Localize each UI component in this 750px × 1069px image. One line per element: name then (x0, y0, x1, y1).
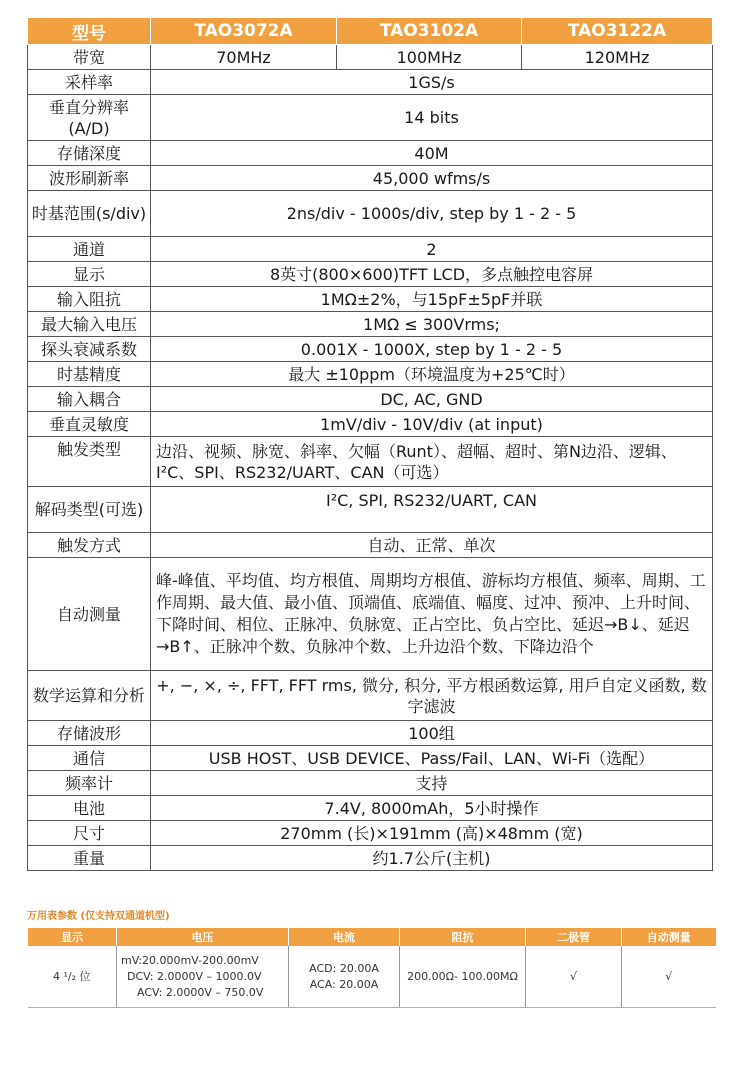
value-trigger-mode: 自动、正常、单次 (151, 533, 713, 558)
value-refresh-rate: 45,000 wfms/s (151, 166, 713, 191)
label-sample-rate: 采样率 (28, 70, 151, 95)
label-max-input-voltage: 最大输入电压 (28, 312, 151, 337)
row-sample-rate (28, 70, 713, 95)
multimeter-header-auto-measure: 自动测量 (622, 928, 716, 946)
multimeter-section-title: 万用表参数 (仅支持双通道机型) (27, 911, 170, 922)
row-frequency-counter (28, 771, 713, 796)
label-stored-waveforms: 存储波形 (28, 721, 151, 746)
value-probe-attenuation: 0.001X - 1000X, step by 1 - 2 - 5 (151, 337, 713, 362)
value-math: +, −, ×, ÷, FFT, FFT rms, 微分, 积分, 平方根函数运算, 用戶自定义函数, 数字滤波 (151, 671, 713, 721)
row-refresh-rate (28, 166, 713, 191)
multimeter-header-current: 电流 (289, 928, 400, 946)
voltage-mv-range: mV:20.000mV-200.00mV (121, 953, 259, 967)
label-input-impedance: 输入阻抗 (28, 287, 151, 312)
label-refresh-rate: 波形刷新率 (28, 166, 151, 191)
row-input-impedance (28, 287, 713, 312)
value-timebase-accuracy: 最大 ±10ppm（环境温度为+25℃时） (151, 362, 713, 387)
multimeter-header-resistance: 阻抗 (400, 928, 526, 946)
label-frequency-counter: 频率计 (28, 771, 151, 796)
value-display: 8英寸(800×600)TFT LCD，多点触控电容屏 (151, 262, 713, 287)
voltage-dcv-range: DCV: 2.0000V – 1000.0V (127, 969, 262, 983)
header-tao3102a: TAO3102A (337, 18, 522, 45)
label-input-coupling: 输入耦合 (28, 387, 151, 412)
label-vertical-resolution: 垂直分辨率(A/D) (28, 95, 151, 141)
row-probe-attenuation (28, 337, 713, 362)
row-bandwidth (28, 45, 713, 70)
value-input-coupling: DC, AC, GND (151, 387, 713, 412)
value-channels: 2 (151, 237, 713, 262)
row-timebase-accuracy (28, 362, 713, 387)
label-communication: 通信 (28, 746, 151, 771)
value-decode-type: I²C, SPI, RS232/UART, CAN (151, 487, 713, 533)
value-input-impedance: 1MΩ±2%，与15pF±5pF并联 (151, 287, 713, 312)
value-bandwidth-3: 120MHz (522, 45, 713, 70)
label-channels: 通道 (28, 237, 151, 262)
multimeter-auto-measure-value: √ (622, 946, 716, 1008)
label-auto-measure: 自动测量 (28, 558, 151, 671)
row-input-coupling (28, 387, 713, 412)
value-weight: 约1.7公斤(主机) (151, 846, 713, 871)
row-vertical-sensitivity (28, 412, 713, 437)
voltage-acv-range: ACV: 2.0000V – 750.0V (137, 985, 264, 999)
label-memory-depth: 存储深度 (28, 141, 151, 166)
multimeter-diode-value: √ (526, 946, 622, 1008)
row-auto-measure (28, 558, 713, 671)
value-vertical-sensitivity: 1mV/div - 10V/div (at input) (151, 412, 713, 437)
row-trigger-mode (28, 533, 713, 558)
value-bandwidth-2: 100MHz (337, 45, 522, 70)
row-battery (28, 796, 713, 821)
label-math: 数学运算和分析 (28, 671, 151, 721)
row-max-input-voltage (28, 312, 713, 337)
row-communication (28, 746, 713, 771)
value-auto-measure: 峰-峰值、平均值、均方根值、周期均方根值、游标均方根值、频率、周期、工作周期、最大值、最小值、顶端值、底端值、幅度、过冲、预冲、上升时间、下降时间、相位、正脉冲、负脉宽、正占空比、负占空比、延迟→B↓、延迟→B↑、正脉冲个数、负脉冲个数、上升边沿个数、下降边沿个 (151, 558, 713, 671)
value-memory-depth: 40M (151, 141, 713, 166)
label-probe-attenuation: 探头衰减系数 (28, 337, 151, 362)
value-timebase-range: 2ns/div - 1000s/div, step by 1 - 2 - 5 (151, 191, 713, 237)
current-acd-range: ACD: 20.00A (309, 961, 379, 975)
value-bandwidth-1: 70MHz (151, 45, 337, 70)
row-stored-waveforms (28, 721, 713, 746)
label-trigger-type: 触发类型 (28, 437, 151, 487)
value-trigger-type: 边沿、视频、脉宽、斜率、欠幅（Runt）、超幅、超时、第N边沿、逻辑、I²C、SPI、RS232/UART、CAN（可选） (151, 437, 713, 487)
multimeter-data-row (28, 946, 716, 1008)
value-size: 270mm (长)×191mm (高)×48mm (宽) (151, 821, 713, 846)
label-bandwidth: 带宽 (28, 45, 151, 70)
row-weight (28, 846, 713, 871)
multimeter-header-row (28, 928, 716, 946)
value-vertical-resolution: 14 bits (151, 95, 713, 141)
header-tao3122a: TAO3122A (522, 18, 713, 45)
row-vertical-resolution (28, 95, 713, 141)
header-row (28, 18, 713, 45)
row-display (28, 262, 713, 287)
value-sample-rate: 1GS/s (151, 70, 713, 95)
header-model: 型号 (28, 18, 151, 45)
multimeter-table (27, 928, 716, 1008)
value-stored-waveforms: 100组 (151, 721, 713, 746)
row-math (28, 671, 713, 721)
multimeter-header-display: 显示 (28, 928, 117, 946)
label-vertical-sensitivity: 垂直灵敏度 (28, 412, 151, 437)
row-channels (28, 237, 713, 262)
label-size: 尺寸 (28, 821, 151, 846)
multimeter-current-value (289, 946, 400, 1008)
label-display: 显示 (28, 262, 151, 287)
multimeter-voltage-value (117, 946, 289, 1008)
label-timebase-accuracy: 时基精度 (28, 362, 151, 387)
label-timebase-range: 时基范围(s/div) (28, 191, 151, 237)
row-trigger-type (28, 437, 713, 487)
value-max-input-voltage: 1MΩ ≤ 300Vrms; (151, 312, 713, 337)
value-communication: USB HOST、USB DEVICE、Pass/Fail、LAN、Wi-Fi（选配） (151, 746, 713, 771)
spec-table (27, 17, 713, 871)
current-aca-range: ACA: 20.00A (309, 977, 379, 991)
row-size (28, 821, 713, 846)
row-memory-depth (28, 141, 713, 166)
label-weight: 重量 (28, 846, 151, 871)
multimeter-header-voltage: 电压 (117, 928, 289, 946)
label-trigger-mode: 触发方式 (28, 533, 151, 558)
label-decode-type: 解码类型(可选) (28, 487, 151, 533)
multimeter-header-diode: 二极管 (526, 928, 622, 946)
label-battery: 电池 (28, 796, 151, 821)
header-tao3072a: TAO3072A (151, 18, 337, 45)
row-timebase-range (28, 191, 713, 237)
row-decode-type (28, 487, 713, 533)
value-frequency-counter: 支持 (151, 771, 713, 796)
multimeter-display-value: 4 ¹/₂ 位 (28, 946, 117, 1008)
value-battery: 7.4V, 8000mAh，5小时操作 (151, 796, 713, 821)
multimeter-resistance-value: 200.00Ω- 100.00MΩ (400, 946, 526, 1008)
